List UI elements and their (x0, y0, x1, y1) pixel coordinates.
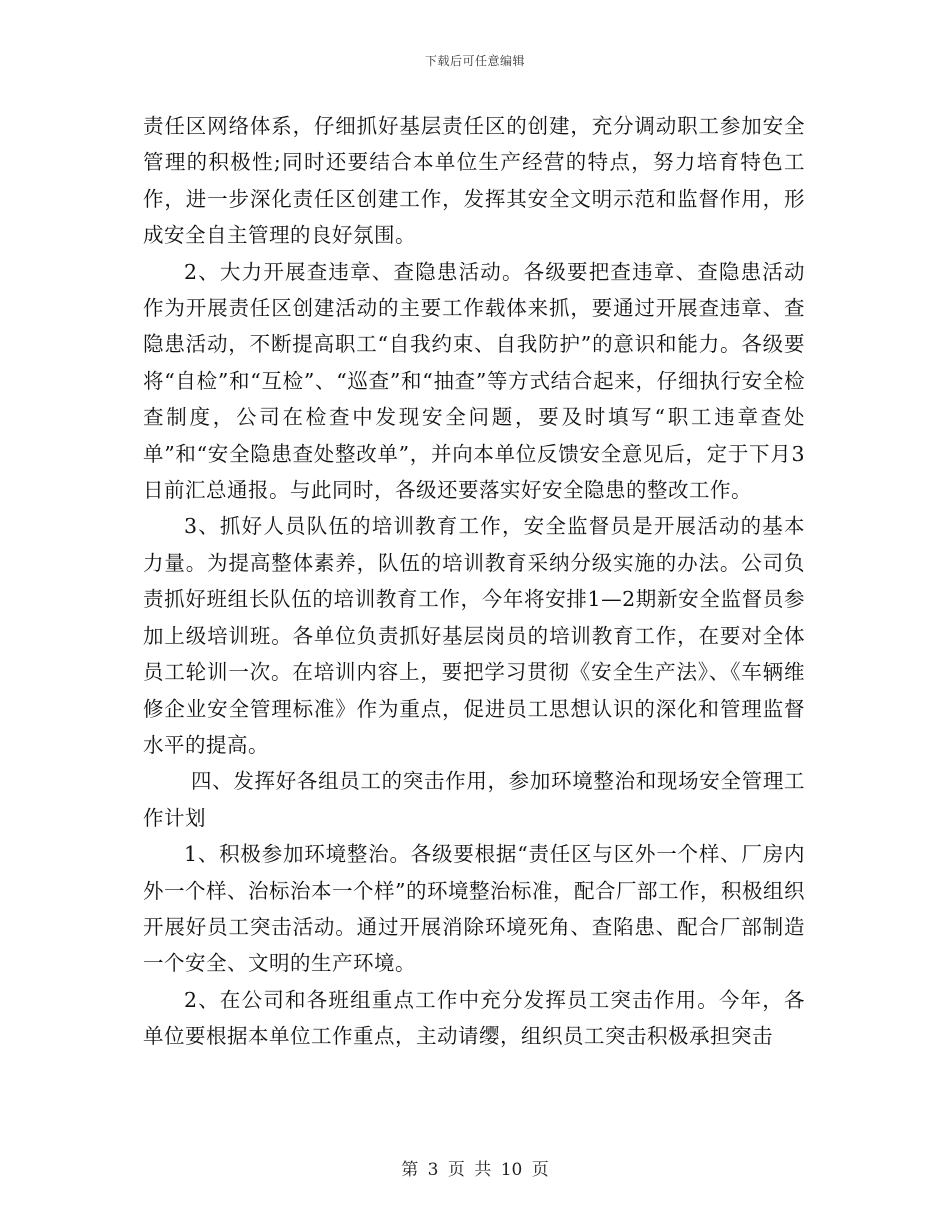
section-heading-four: 四、发挥好各组员工的突击作用，参加环境整治和现场安全管理工作计划 (143, 769, 805, 830)
paragraph-continuation: 责任区网络体系，仔细抓好基层责任区的创建，充分调动职工参加安全管理的积极性;同时还要结合本单位生产经营的特点，努力培育特色工作，进一步深化责任区创建工作，发挥其安全文明示范和监督作用，形成安全自主管理的良好氛围。 (143, 114, 805, 248)
page-number-footer: 第 3 页 共 10 页 (401, 1160, 549, 1180)
paragraph-key-work: 2、在公司和各班组重点工作中充分发挥员工突击作用。今年，各单位要根据本单位工作重点，主动请缨，组织员工突击积极承担突击 (143, 987, 805, 1049)
paragraph-inspection-activities: 2、大力开展查违章、查隐患活动。各级要把查违章、查隐患活动作为开展责任区创建活动的主要工作载体来抓，要通过开展查违章、查隐患活动，不断提高职工“自我约束、自我防护”的意识和能力。各级要将“自检”和“互检”、“巡查”和“抽查”等方式结合起来，仔细执行安全检查制度，公司在检查中发现安全问题，要及时填写“职工违章查处单”和“安全隐患查处整改单”，并向本单位反馈安全意见后，定于下月3日前汇总通报。与此同时，各级还要落实好安全隐患的整改工作。 (143, 259, 805, 503)
document-body (143, 108, 805, 1055)
paragraph-environment-rectification: 1、积极参加环境整治。各级要根据“责任区与区外一个样、厂房内外一个样、治标治本一个样”的环境整治标准，配合厂部工作，积极组织开展好员工突击活动。通过开展消除环境死角、查陷患、配合厂部制造一个安全、文明的生产环境。 (143, 842, 805, 976)
paragraph-training-education: 3、抓好人员队伍的培训教育工作，安全监督员是开展活动的基本力量。为提高整体素养，队伍的培训教育采纳分级实施的办法。公司负责抓好班组长队伍的培训教育工作，今年将安排1—2期新安全监督员参加上级培训班。各单位负责抓好基层岗员的培训教育工作，在要对全体员工轮训一次。在培训内容上，要把学习贯彻《安全生产法》、《车辆维修企业安全管理标准》作为重点，促进员工思想认识的深化和管理监督水平的提高。 (143, 514, 805, 757)
page-header: 下载后可任意编辑 (424, 54, 525, 68)
